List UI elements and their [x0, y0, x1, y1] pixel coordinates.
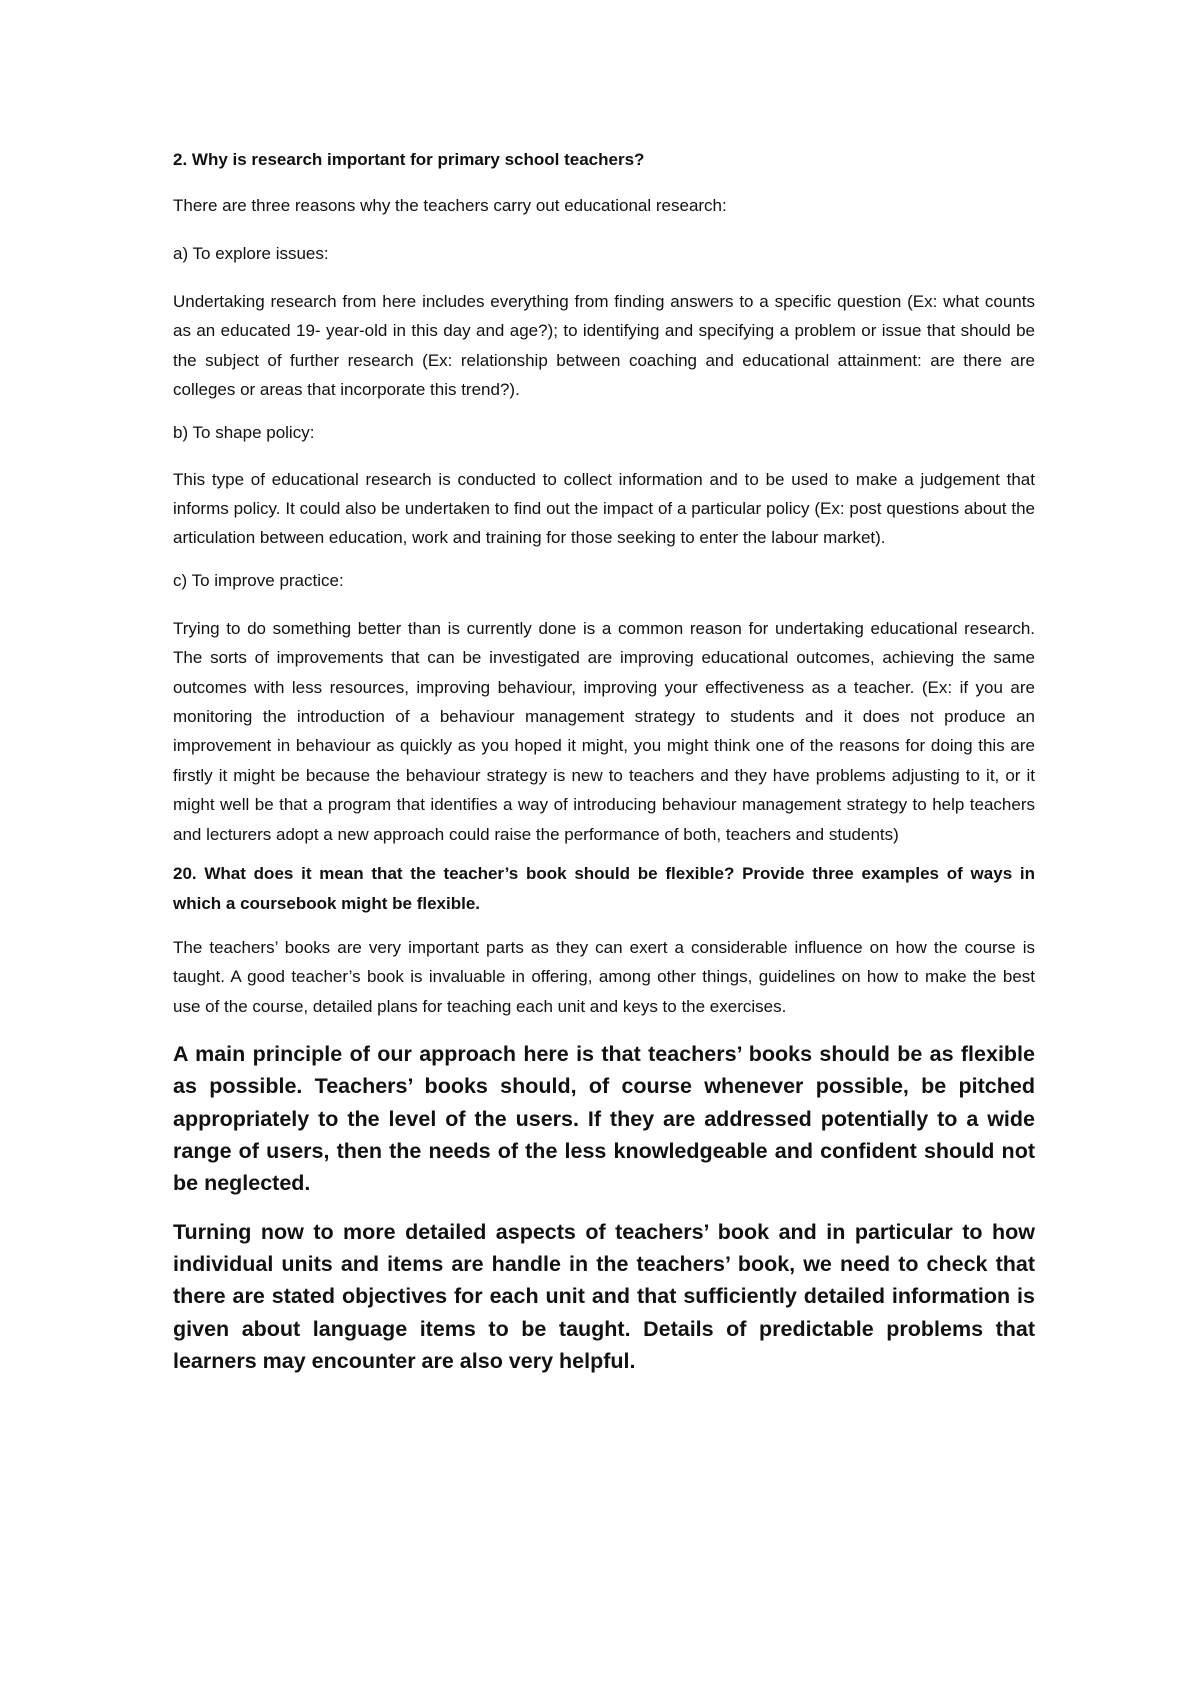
reason-b-label: b) To shape policy: [173, 422, 315, 442]
detailed-aspects-paragraph: Turning now to more detailed aspects of teachers’ book and in particular to how individual units and items are handle in the teachers’ book, we need to check that there are stated objectives for each unit and that sufficiently detailed information is given about language items to be taught. Details of predictable problems that learners may encounter are also very helpful. [173, 1219, 1035, 1373]
question-2-heading: 2. Why is research important for primary school teachers? [173, 150, 645, 169]
question-20-heading: 20. What does it mean that the teacher’s book should be flexible? Provide three examples of ways in which a coursebook might be flexible. [173, 864, 1035, 913]
reason-a-paragraph: Undertaking research from here includes everything from finding answers to a specific question (Ex: what counts as an educated 19- year-old in this day and age?); to identifying and specifying a problem or issue that should be the subject of further research (Ex: relationship between coaching and educational attainment: are there are colleges or areas that incorporate this trend?). [173, 292, 1035, 400]
reason-c-label: c) To improve practice: [173, 570, 344, 590]
question-20-intro: The teachers’ books are very important parts as they can exert a considerable influence on how the course is taught. A good teacher’s book is invaluable in offering, among other things, guidelines on how to make the best use of the course, detailed plans for teaching each unit and keys to the exercises. [173, 937, 1035, 1016]
reason-a-label: a) To explore issues: [173, 244, 329, 263]
reason-b-paragraph: This type of educational research is conducted to collect information and to be used to make a judgement that informs policy. It could also be undertaken to find out the impact of a particular policy (Ex: post questions about the articulation between education, work and training for those seeking to enter the labour market). [173, 469, 1035, 548]
question-2-intro: There are three reasons why the teachers carry out educational research: [173, 196, 727, 215]
document-content [173, 148, 1035, 1377]
flexibility-principle-paragraph: A main principle of our approach here is that teachers’ books should be as flexible as possible. Teachers’ books should, of course whenever possible, be pitched appropriately to the level of the users. If they are addressed potentially to a wide range of users, then the needs of the less knowledgeable and confident should not be neglected. [173, 1042, 1035, 1196]
reason-c-paragraph: Trying to do something better than is currently done is a common reason for undertaking educational research. The sorts of improvements that can be investigated are improving educational outcomes, achieving the same outcomes with less resources, improving behaviour, improving your effectiveness as a teacher. (Ex: if you are monitoring the introduction of a behaviour management strategy to students and it does not produce an improvement in behaviour as quickly as you hoped it might, you might think one of the reasons for doing this are firstly it might be because the behaviour strategy is new to teachers and they have problems adjusting to it, or it might well be that a program that identifies a way of introducing behaviour management strategy to help teachers and lecturers adopt a new approach could raise the performance of both, teachers and students) [173, 618, 1035, 844]
